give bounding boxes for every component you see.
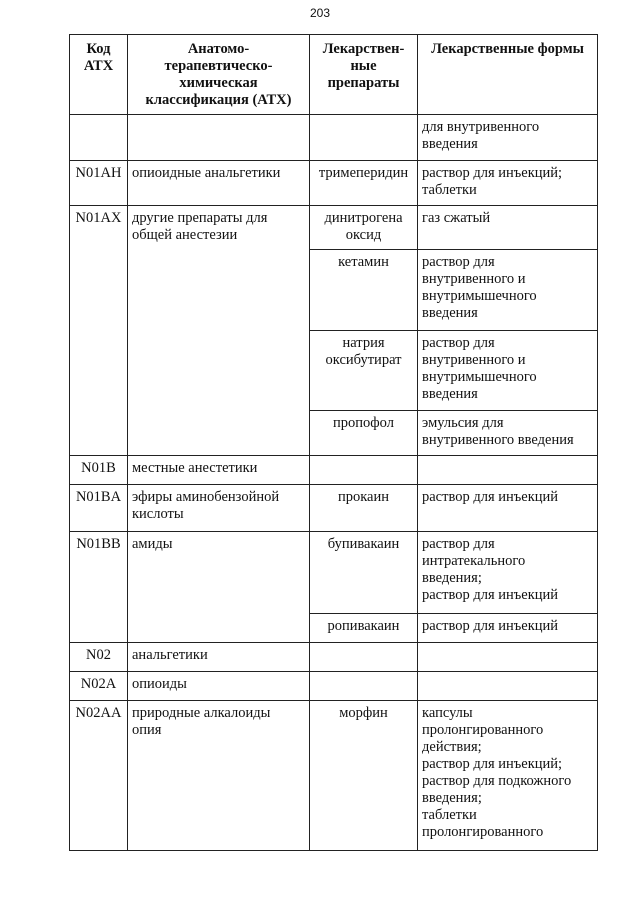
drug-cell: бупивакаин xyxy=(310,532,418,614)
table-header-row xyxy=(70,35,598,115)
header-drugs: Лекарствен- ные препараты xyxy=(310,35,418,115)
classification-cell xyxy=(128,115,310,161)
drug-cell: морфин xyxy=(310,701,418,851)
dosage-form-cell: для внутривенного введения xyxy=(418,115,598,161)
atx-code-cell xyxy=(70,115,128,161)
header-atx-classification: Анатомо- терапевтическо- химическая классификация (АТХ) xyxy=(128,35,310,115)
table-row xyxy=(70,672,598,701)
atx-code-cell: N01BA xyxy=(70,485,128,532)
dosage-form-cell xyxy=(418,672,598,701)
atx-drug-table xyxy=(69,34,598,851)
table-row xyxy=(70,161,598,206)
table-row xyxy=(70,701,598,851)
classification-cell: природные алкалоиды опия xyxy=(128,701,310,851)
classification-cell: опиоидные анальгетики xyxy=(128,161,310,206)
table-row xyxy=(70,532,598,614)
page-number: 203 xyxy=(309,6,331,20)
table-row xyxy=(70,485,598,532)
atx-code-cell: N01BB xyxy=(70,532,128,643)
table-row xyxy=(70,643,598,672)
atx-code-cell: N02AA xyxy=(70,701,128,851)
classification-cell: местные анестетики xyxy=(128,456,310,485)
drug-cell xyxy=(310,643,418,672)
classification-cell: анальгетики xyxy=(128,643,310,672)
drug-cell: прокаин xyxy=(310,485,418,532)
header-atx-code: Код АТХ xyxy=(70,35,128,115)
classification-cell: опиоиды xyxy=(128,672,310,701)
atx-code-cell: N01B xyxy=(70,456,128,485)
drug-cell: кетамин xyxy=(310,250,418,331)
dosage-form-cell: эмульсия для внутривенного введения xyxy=(418,411,598,456)
atx-code-cell: N02A xyxy=(70,672,128,701)
atx-code-cell: N01AH xyxy=(70,161,128,206)
drug-cell: натрия оксибутират xyxy=(310,331,418,411)
drug-cell xyxy=(310,456,418,485)
table-row xyxy=(70,115,598,161)
classification-cell: амиды xyxy=(128,532,310,643)
atx-code-cell: N02 xyxy=(70,643,128,672)
dosage-form-cell: раствор для внутривенного и внутримышечного введения xyxy=(418,331,598,411)
table-row xyxy=(70,206,598,250)
dosage-form-cell: газ сжатый xyxy=(418,206,598,250)
dosage-form-cell: капсулы пролонгированного действия; раствор для инъекций; раствор для подкожного введения; таблетки пролонгированного xyxy=(418,701,598,851)
drug-cell xyxy=(310,115,418,161)
dosage-form-cell xyxy=(418,456,598,485)
table-row xyxy=(70,456,598,485)
dosage-form-cell: раствор для интратекального введения; раствор для инъекций xyxy=(418,532,598,614)
atx-code-cell: N01AX xyxy=(70,206,128,456)
drug-cell: ропивакаин xyxy=(310,614,418,643)
classification-cell: эфиры аминобензойной кислоты xyxy=(128,485,310,532)
drug-cell: тримеперидин xyxy=(310,161,418,206)
drug-cell: динитрогена оксид xyxy=(310,206,418,250)
header-dosage-forms: Лекарственные формы xyxy=(418,35,598,115)
drug-cell xyxy=(310,672,418,701)
dosage-form-cell: раствор для внутривенного и внутримышечного введения xyxy=(418,250,598,331)
drug-cell: пропофол xyxy=(310,411,418,456)
dosage-form-cell: раствор для инъекций xyxy=(418,614,598,643)
dosage-form-cell xyxy=(418,643,598,672)
dosage-form-cell: раствор для инъекций xyxy=(418,485,598,532)
dosage-form-cell: раствор для инъекций; таблетки xyxy=(418,161,598,206)
classification-cell: другие препараты для общей анестезии xyxy=(128,206,310,456)
